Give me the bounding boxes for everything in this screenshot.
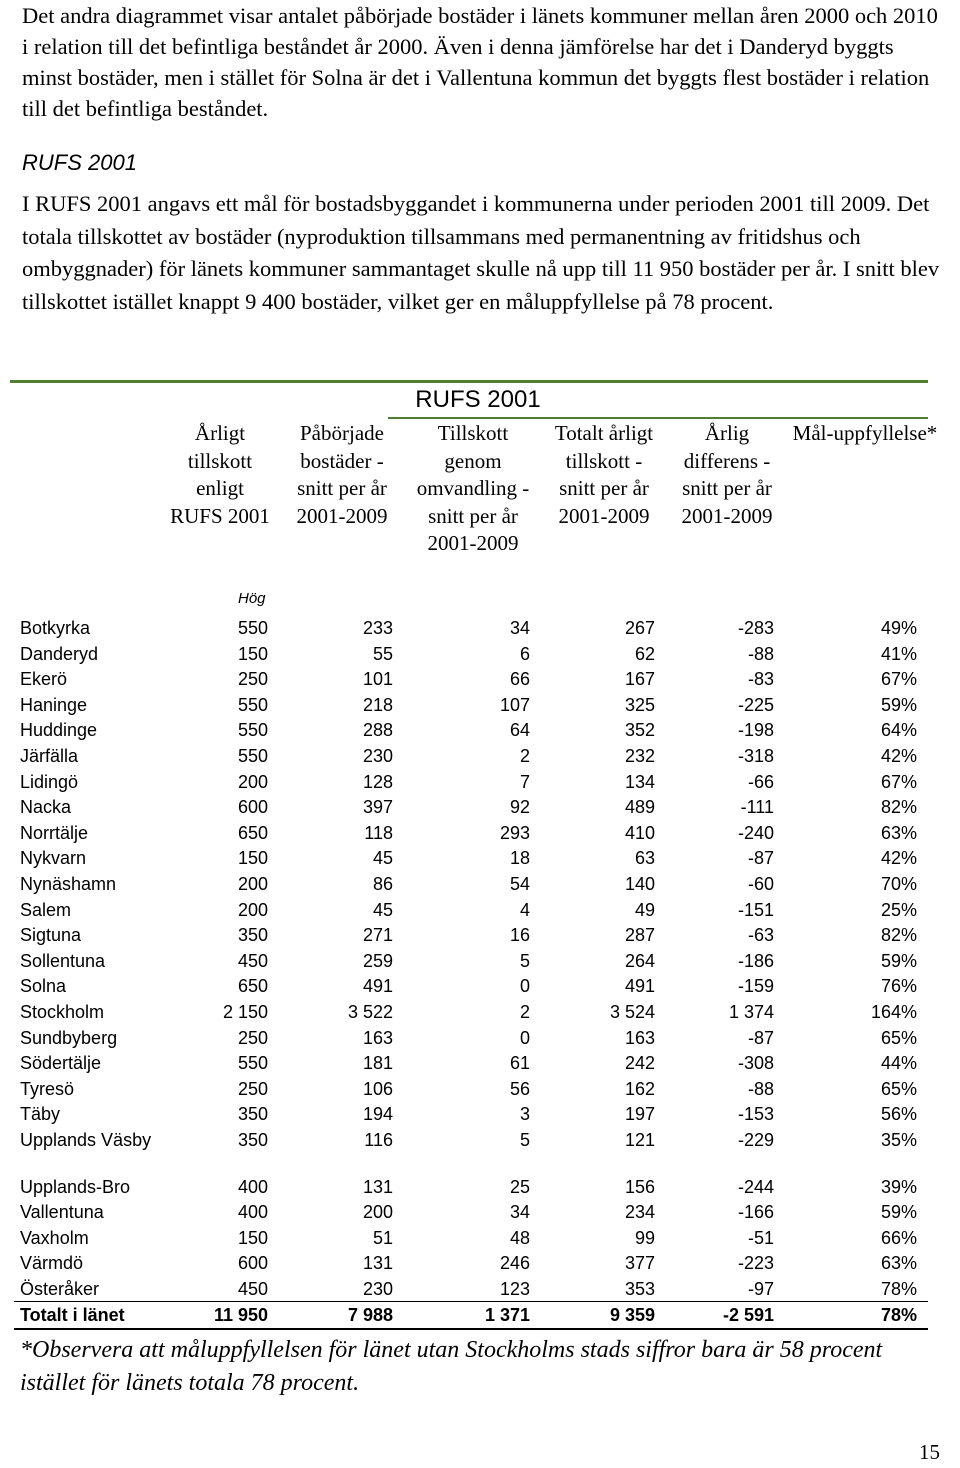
table-cell: 156 xyxy=(624,1177,655,1197)
table-cell: 242 xyxy=(624,1053,655,1073)
total-label: Totalt i länet xyxy=(20,1305,125,1325)
table-cell: 82% xyxy=(880,797,917,817)
table-cell: 2 xyxy=(519,1002,530,1022)
table-cell: 59% xyxy=(880,951,917,971)
table-cell: 325 xyxy=(624,695,655,715)
municipality-name: Lidingö xyxy=(20,772,79,792)
table-cell: 181 xyxy=(362,1053,393,1073)
table-cell: 0 xyxy=(519,976,530,996)
table-cell: 410 xyxy=(624,823,655,843)
table-cell: 200 xyxy=(237,900,268,920)
table-cell: 39% xyxy=(880,1177,917,1197)
municipality-name: Täby xyxy=(20,1104,61,1124)
table-cell: 64% xyxy=(880,720,917,740)
table-cell: -66 xyxy=(747,772,774,792)
table-cell: -83 xyxy=(747,669,774,689)
intro-paragraph: Det andra diagrammet visar antalet påbörjade bostäder i länets kommuner mellan åren 2000 och 2010 i relation till det befintliga beståndet år 2000. Även i denna jämförelse har det i Danderyd byggts minst bostäder, men i stället för Solna är det i Vallentuna kommun det byggts flest bostäder i relation till det befintliga beståndet. xyxy=(22,3,938,121)
table-cell: 150 xyxy=(237,848,268,868)
table-cell: 65% xyxy=(880,1028,917,1048)
table-cell: 123 xyxy=(499,1279,530,1299)
table-cell: 48 xyxy=(509,1228,530,1248)
total-cell: 7 988 xyxy=(347,1305,393,1325)
table-cell: 350 xyxy=(237,1130,268,1150)
table-cell: 600 xyxy=(237,797,268,817)
table-cell: 45 xyxy=(372,848,393,868)
table-cell: 200 xyxy=(237,772,268,792)
table-cell: -97 xyxy=(747,1279,774,1299)
table-cell: 121 xyxy=(624,1130,655,1150)
municipality-name: Nacka xyxy=(20,797,72,817)
municipality-name: Södertälje xyxy=(20,1053,102,1073)
table-cell: -166 xyxy=(737,1202,774,1222)
table-cell: 67% xyxy=(880,669,917,689)
table-cell: 86 xyxy=(372,874,393,894)
total-cell: 9 359 xyxy=(609,1305,655,1325)
table-cell: 49 xyxy=(634,900,655,920)
municipality-name: Upplands Väsby xyxy=(20,1130,152,1150)
table-cell: -151 xyxy=(737,900,774,920)
table-cell: 194 xyxy=(362,1104,393,1124)
table-cell: 2 150 xyxy=(222,1002,268,1022)
table-cell: 63% xyxy=(880,1253,917,1273)
total-bottom-rule xyxy=(14,1328,928,1330)
table-cell: 162 xyxy=(624,1079,655,1099)
table-cell: 59% xyxy=(880,695,917,715)
table-cell: 377 xyxy=(624,1253,655,1273)
table-cell: 550 xyxy=(237,746,268,766)
table-cell: 350 xyxy=(237,1104,268,1124)
municipality-name: Vaxholm xyxy=(20,1228,89,1248)
table-cell: 550 xyxy=(237,720,268,740)
municipality-name: Norrtälje xyxy=(20,823,89,843)
table-cell: 267 xyxy=(624,618,655,638)
table-cell: 250 xyxy=(237,1028,268,1048)
table-cell: 250 xyxy=(237,669,268,689)
municipality-name: Österåker xyxy=(20,1279,100,1299)
table-cell: 350 xyxy=(237,925,268,945)
table-cell: 230 xyxy=(362,746,393,766)
table-cell: 63 xyxy=(634,848,655,868)
table-cell: 650 xyxy=(237,823,268,843)
table-cell: 70% xyxy=(880,874,917,894)
table-cell: 353 xyxy=(624,1279,655,1299)
municipality-name: Haninge xyxy=(20,695,88,715)
table-cell: 287 xyxy=(624,925,655,945)
table-cell: 42% xyxy=(880,848,917,868)
table-top-rule xyxy=(10,380,928,383)
table-cell: -229 xyxy=(737,1130,774,1150)
table-cell: 288 xyxy=(362,720,393,740)
table-cell: 66 xyxy=(509,669,530,689)
table-cell: 76% xyxy=(880,976,917,996)
table-cell: -186 xyxy=(737,951,774,971)
table-cell: -198 xyxy=(737,720,774,740)
municipality-name: Järfälla xyxy=(20,746,79,766)
municipality-name: Botkyrka xyxy=(20,618,91,638)
total-cell: 11 950 xyxy=(213,1305,268,1325)
table-cell: 44% xyxy=(880,1053,917,1073)
column-header-conversion: Tillskott genom omvandling - snitt per år 2001-2009 xyxy=(416,421,530,555)
table-cell: -87 xyxy=(747,1028,774,1048)
table-cell: 400 xyxy=(237,1202,268,1222)
table-cell: 131 xyxy=(362,1177,393,1197)
municipality-name: Ekerö xyxy=(20,669,68,689)
column-header-total-addition: Totalt årligt tillskott - snitt per år 2001-2009 xyxy=(554,421,654,528)
municipality-name: Huddinge xyxy=(20,720,98,740)
table-cell: 2 xyxy=(519,746,530,766)
section-heading: RUFS 2001 xyxy=(22,150,137,175)
table-cell: 6 xyxy=(519,644,530,664)
total-cell: 1 371 xyxy=(484,1305,530,1325)
table-cell: 197 xyxy=(624,1104,655,1124)
table-cell: 66% xyxy=(880,1228,917,1248)
table-cell: 107 xyxy=(499,695,530,715)
table-cell: -308 xyxy=(737,1053,774,1073)
table-cell: 230 xyxy=(362,1279,393,1299)
table-cell: 259 xyxy=(362,951,393,971)
municipality-name: Sollentuna xyxy=(20,951,106,971)
table-cell: 0 xyxy=(519,1028,530,1048)
table-cell: 450 xyxy=(237,951,268,971)
table-cell: 25% xyxy=(880,900,917,920)
table-cell: 352 xyxy=(624,720,655,740)
table-cell: 64 xyxy=(509,720,530,740)
table-cell: -60 xyxy=(747,874,774,894)
table-cell: 35% xyxy=(880,1130,917,1150)
column-header-started-homes: Påbörjade bostäder - snitt per år 2001-2009 xyxy=(296,421,388,528)
municipality-name: Tyresö xyxy=(20,1079,75,1099)
table-cell: 200 xyxy=(362,1202,393,1222)
table-cell: 51 xyxy=(372,1228,393,1248)
table-cell: -88 xyxy=(747,1079,774,1099)
table-cell: 550 xyxy=(237,618,268,638)
table-cell: 62 xyxy=(634,644,655,664)
table-cell: 491 xyxy=(624,976,655,996)
table-cell: 163 xyxy=(362,1028,393,1048)
table-cell: 164% xyxy=(870,1002,917,1022)
table-cell: 34 xyxy=(509,618,530,638)
municipality-name: Nynäshamn xyxy=(20,874,117,894)
table-cell: 232 xyxy=(624,746,655,766)
table-cell: -111 xyxy=(740,797,774,817)
table-cell: 54 xyxy=(509,874,530,894)
table-cell: 450 xyxy=(237,1279,268,1299)
table-cell: 246 xyxy=(499,1253,530,1273)
table-cell: 42% xyxy=(880,746,917,766)
table-cell: -244 xyxy=(737,1177,774,1197)
table-cell: 5 xyxy=(519,1130,530,1150)
table-cell: -225 xyxy=(737,695,774,715)
table-cell: 650 xyxy=(237,976,268,996)
table-cell: 271 xyxy=(362,925,393,945)
table-cell: 3 xyxy=(519,1104,530,1124)
table-cell: 3 524 xyxy=(609,1002,655,1022)
table-cell: 3 522 xyxy=(347,1002,393,1022)
column-header-annual-difference: Årlig differens - snitt per år 2001-2009 xyxy=(681,421,773,528)
table-cell: 1 374 xyxy=(728,1002,774,1022)
table-cell: 116 xyxy=(364,1130,393,1150)
table-cell: 550 xyxy=(237,695,268,715)
column-header-rufs-target: Årligt tillskott enligt RUFS 2001 xyxy=(170,421,270,528)
table-cell: 99 xyxy=(634,1228,655,1248)
municipality-name: Nykvarn xyxy=(20,848,87,868)
table-cell: 293 xyxy=(499,823,530,843)
table-cell: 550 xyxy=(237,1053,268,1073)
municipality-name: Vallentuna xyxy=(20,1202,104,1222)
table-cell: 234 xyxy=(624,1202,655,1222)
table-cell: 16 xyxy=(509,925,530,945)
table-cell: 78% xyxy=(880,1279,917,1299)
table-cell: 200 xyxy=(237,874,268,894)
table-cell: 82% xyxy=(880,925,917,945)
table-cell: -318 xyxy=(737,746,774,766)
municipality-name: Solna xyxy=(20,976,67,996)
municipality-name: Danderyd xyxy=(20,644,99,664)
table-cell: 18 xyxy=(509,848,530,868)
table-cell: -51 xyxy=(747,1228,774,1248)
table-cell: -159 xyxy=(737,976,774,996)
total-top-rule xyxy=(14,1301,928,1302)
table-cell: 491 xyxy=(362,976,393,996)
table-cell: 163 xyxy=(624,1028,655,1048)
table-cell: 5 xyxy=(519,951,530,971)
table-cell: 106 xyxy=(362,1079,393,1099)
table-cell: 118 xyxy=(364,823,393,843)
table-cell: 7 xyxy=(519,772,530,792)
table-cell: 63% xyxy=(880,823,917,843)
table-cell: 101 xyxy=(362,669,393,689)
table-cell: 41% xyxy=(880,644,917,664)
table-cell: 397 xyxy=(362,797,393,817)
table-cell: 250 xyxy=(237,1079,268,1099)
table-cell: 92 xyxy=(509,797,530,817)
table-cell: 600 xyxy=(237,1253,268,1273)
table-cell: 150 xyxy=(237,1228,268,1248)
table-cell: 400 xyxy=(237,1177,268,1197)
table-cell: 128 xyxy=(362,772,393,792)
table-cell: 59% xyxy=(880,1202,917,1222)
municipality-name: Salem xyxy=(20,900,72,920)
table-cell: 25 xyxy=(509,1177,530,1197)
table-cell: 150 xyxy=(237,644,268,664)
municipality-name: Upplands-Bro xyxy=(20,1177,131,1197)
municipality-name: Sundbyberg xyxy=(20,1028,118,1048)
table-cell: 264 xyxy=(624,951,655,971)
table-cell: 167 xyxy=(624,669,655,689)
table-cell: 49% xyxy=(880,618,917,638)
table-cell: 55 xyxy=(372,644,393,664)
total-cell: -2 591 xyxy=(722,1305,774,1325)
page-number: 15 xyxy=(919,1440,940,1464)
table-cell: 140 xyxy=(624,874,655,894)
table-cell: -88 xyxy=(747,644,774,664)
table-cell: 131 xyxy=(362,1253,393,1273)
table-cell: 218 xyxy=(362,695,393,715)
table-cell: -63 xyxy=(747,925,774,945)
table-group-rule xyxy=(388,417,928,419)
table-group-header: RUFS 2001 xyxy=(415,386,541,413)
section-paragraph: I RUFS 2001 angavs ett mål för bostadsbyggandet i kommunerna under perioden 2001 till 2009. Det totala tillskottet av bostäder (nyproduktion tillsammans med permanentning av fritidshus och ombyggnader) för länets kommuner sammantaget skulle nå upp till 11 950 bostäder per år. I snitt blev tillskottet istället knappt 9 400 bostäder, vilket ger en måluppfyllelse på 78 procent. xyxy=(22,191,940,314)
table-cell: -153 xyxy=(737,1104,774,1124)
municipality-name: Stockholm xyxy=(20,1002,105,1022)
table-cell: 34 xyxy=(509,1202,530,1222)
column-header-goal-fulfilment: Mål-uppfyllelse* xyxy=(792,421,938,445)
table-cell: 233 xyxy=(362,618,393,638)
footnote: *Observera att måluppfyllelsen för länet utan Stockholms stads siffror bara är 58 procent istället för länets totala 78 procent. xyxy=(20,1337,883,1396)
table-cell: -223 xyxy=(737,1253,774,1273)
table-cell: 56 xyxy=(509,1079,530,1099)
column-sub-note: Hög xyxy=(238,590,266,607)
table-cell: -87 xyxy=(747,848,774,868)
table-cell: 134 xyxy=(624,772,655,792)
municipality-name: Värmdö xyxy=(20,1253,84,1273)
municipality-name: Sigtuna xyxy=(20,925,82,945)
table-cell: 56% xyxy=(880,1104,917,1124)
table-cell: 65% xyxy=(880,1079,917,1099)
table-cell: 61 xyxy=(509,1053,530,1073)
table-cell: 4 xyxy=(519,900,530,920)
table-cell: -283 xyxy=(737,618,774,638)
table-cell: 67% xyxy=(880,772,917,792)
table-cell: -240 xyxy=(737,823,774,843)
table-cell: 489 xyxy=(624,797,655,817)
table-cell: 45 xyxy=(372,900,393,920)
total-cell: 78% xyxy=(880,1305,917,1325)
